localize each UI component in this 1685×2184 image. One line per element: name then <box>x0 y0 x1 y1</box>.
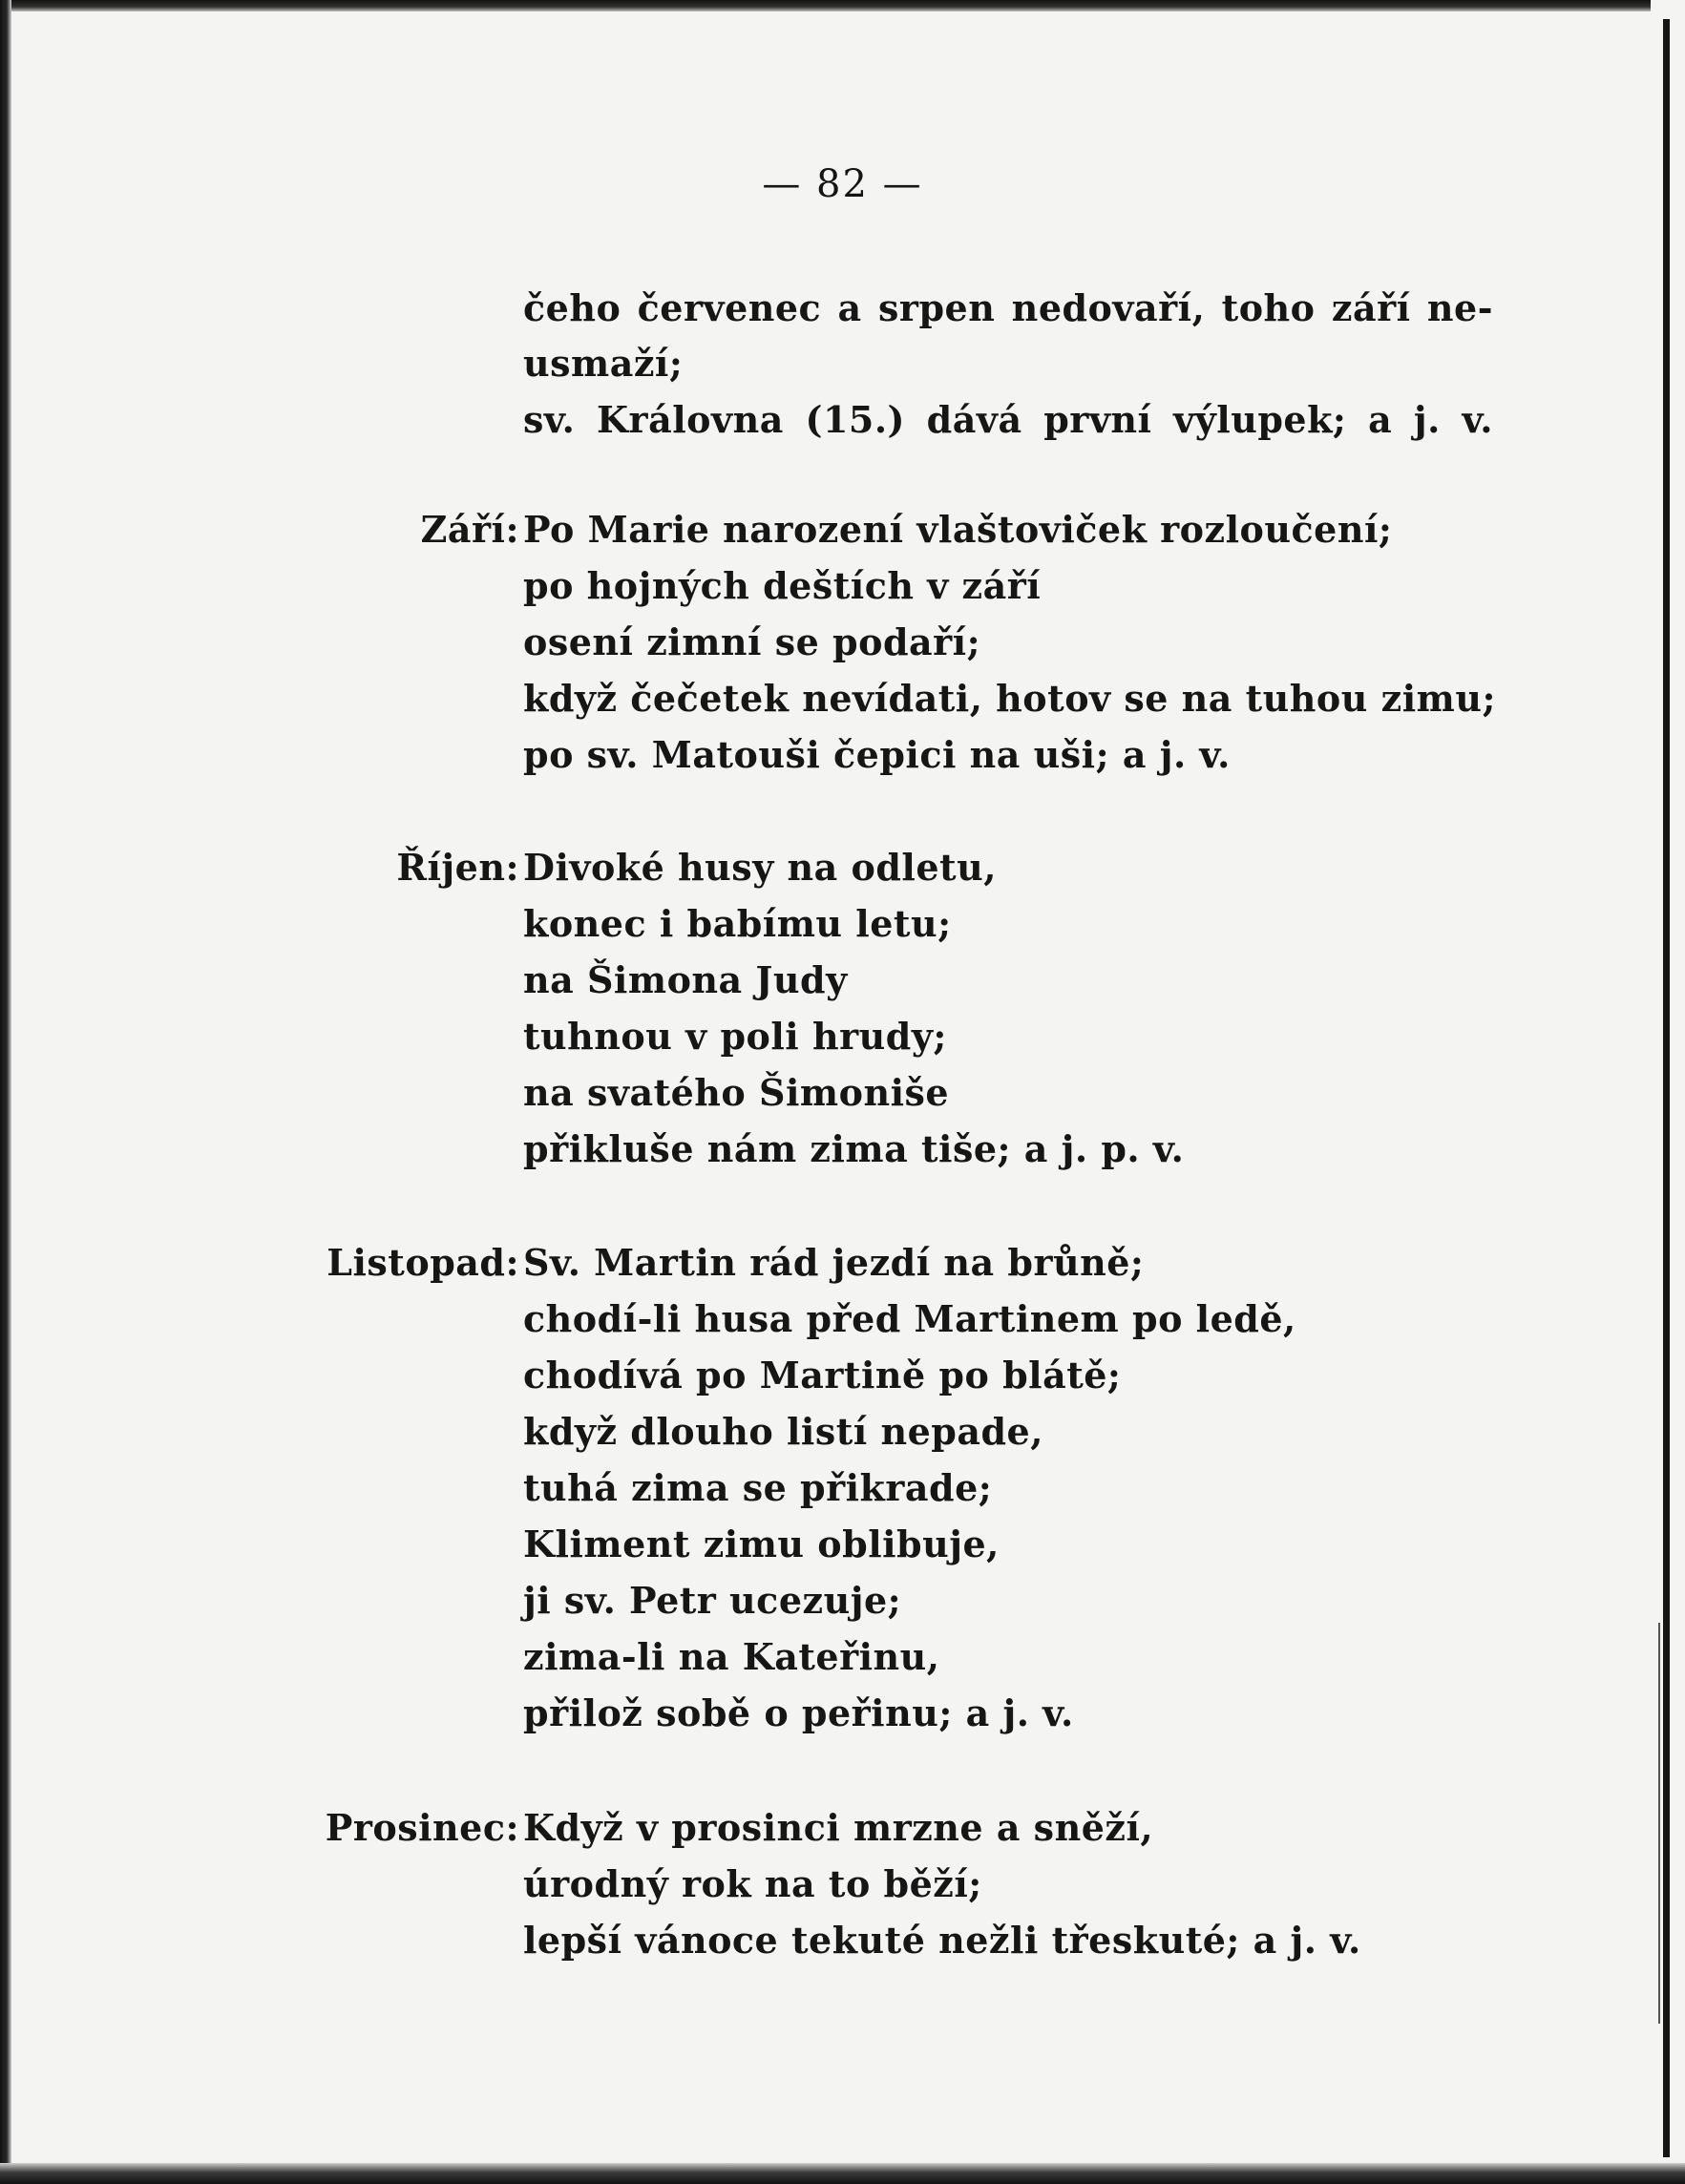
verse-line: zima-li na Kateřinu, <box>523 1635 940 1678</box>
verse-line: lepší vánoce tekuté nežli třeskuté; a j. v. <box>523 1919 1361 1962</box>
scan-border-right <box>1663 19 1670 2157</box>
verse-line: ji sv. Petr ucezuje; <box>523 1579 902 1622</box>
verse-line: když dlouho listí nepade, <box>523 1410 1043 1453</box>
scan-border-bottom <box>0 2163 1685 2184</box>
scan-border-top <box>0 0 1685 11</box>
verse-line: po sv. Matouši čepici na uši; a j. v. <box>523 733 1231 776</box>
verse-line: na svatého Šimoniše <box>523 1071 950 1114</box>
scan-shadow-right <box>1658 1623 1660 2024</box>
scan-border-left <box>0 0 11 2184</box>
verse-line: Kliment zimu oblibuje, <box>523 1522 1000 1565</box>
verse-line-text: když čečetek nevídati, hotov se na tuhou zimu; <box>523 677 1497 720</box>
verse-line: Sv. Martin rád jezdí na brůně; <box>523 1241 1145 1284</box>
verse-line: chodívá po Martině po blátě; <box>523 1354 1122 1396</box>
month-label: Listopad: <box>326 1241 519 1284</box>
verse-line: tuhnou v poli hrudy; <box>523 1015 947 1058</box>
verse-line: přilož sobě o peřinu; a j. v. <box>523 1691 1074 1734</box>
verse-line: Když v prosinci mrzne a sněží, <box>523 1806 1154 1849</box>
intro-line <box>523 398 1493 441</box>
verse-line <box>523 677 1497 720</box>
verse-line: na Šimona Judy <box>523 958 848 1001</box>
page-number: — 82 — <box>762 162 923 206</box>
month-label: Říjen: <box>396 846 519 889</box>
intro-line-text: čeho červenec a srpen nedovaří, toho září ne- <box>523 286 1493 329</box>
month-label: Září: <box>420 508 519 551</box>
intro-line: usmaží; <box>523 342 684 385</box>
verse-line: osení zimní se podaří; <box>523 620 981 663</box>
verse-line: po hojných deštích v září <box>523 564 1042 607</box>
verse-line: přikluše nám zima tiše; a j. p. v. <box>523 1127 1185 1170</box>
verse-line: úrodný rok na to běží; <box>523 1862 982 1905</box>
verse-line: konec i babímu letu; <box>523 902 952 945</box>
verse-line: tuhá zima se přikrade; <box>523 1466 993 1509</box>
intro-line <box>523 286 1493 329</box>
verse-line: Divoké husy na odletu, <box>523 846 997 889</box>
verse-line: Po Marie narození vlaštoviček rozloučení; <box>523 508 1393 551</box>
month-label: Prosinec: <box>325 1806 519 1849</box>
intro-line-text: sv. Královna (15.) dává první výlupek; a j. v. <box>523 398 1493 441</box>
verse-line: chodí-li husa před Martinem po ledě, <box>523 1297 1296 1340</box>
